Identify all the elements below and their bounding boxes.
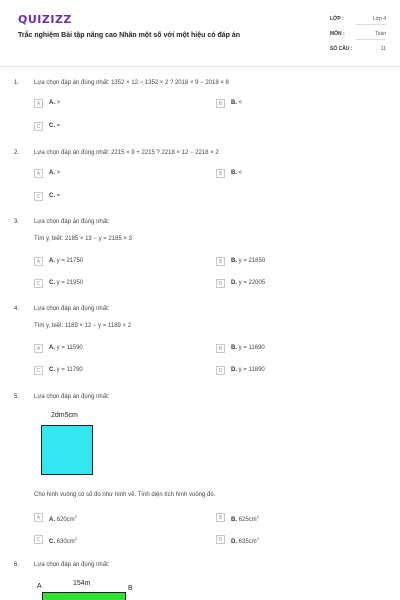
option-label: B. — [231, 170, 237, 176]
rectangle-figure — [42, 592, 126, 600]
question-subtext: Tìm y, biết: 1189 × 12 − y = 1189 × 2 — [34, 323, 132, 329]
meta-key: MÔN : — [330, 31, 345, 37]
question-number: 3. — [14, 219, 20, 225]
option-label: C. — [49, 367, 55, 373]
page-title: Trắc nghiệm Bài tập nâng cao Nhân một số với một hiệu có đáp án — [18, 32, 241, 39]
option-label: C. — [49, 280, 55, 286]
option-letter-box: B — [216, 257, 225, 266]
option-value: 620cm — [56, 517, 75, 523]
option-value: y = 11590 — [56, 345, 83, 351]
question-subtext: Cho hình vuông có số đo như hình vẽ. Tính diện tích hình vuông đó. — [34, 492, 216, 498]
option-label: D. — [231, 539, 237, 545]
point-a-label: A — [37, 583, 42, 590]
option-label: A. — [49, 100, 55, 106]
square-side-label: 2dm5cm — [51, 412, 78, 419]
option-letter-box: C — [34, 366, 43, 375]
option-letter-box: C — [34, 279, 43, 288]
option-letter-box: B — [216, 169, 225, 178]
meta-value: Lớp 4 — [372, 16, 386, 22]
option-letter-box: A — [34, 513, 43, 522]
option-letter-box: A — [34, 99, 43, 108]
option-label: C. — [49, 193, 55, 199]
option-value: y = 21750 — [56, 258, 84, 264]
option-label: A. — [49, 258, 55, 264]
option-value: = — [56, 123, 61, 129]
option-value: y = 21850 — [238, 258, 266, 264]
option-label: A. — [49, 170, 55, 176]
question-text: Lựa chọn đáp án đúng nhất: 2215 × 9 + 2215 ? 2218 × 12 − 2218 × 2 — [34, 150, 219, 156]
option-letter-box: B — [216, 513, 225, 522]
square-figure — [41, 425, 93, 475]
question-number: 6. — [14, 562, 20, 568]
question-text: Lựa chọn đáp án đúng nhất: 1352 × 12 − 1352 × 2 ? 2018 × 9 − 2018 × 8 — [34, 80, 229, 86]
option-value: y = 11890 — [238, 367, 265, 373]
option-value: 625cm — [238, 517, 257, 523]
option-label: B. — [231, 517, 237, 523]
option-letter-box: C — [34, 122, 43, 131]
option-letter-box: D — [216, 535, 225, 544]
option-value: y = 11690 — [238, 345, 265, 351]
option-label: A. — [49, 517, 55, 523]
option-value: y = 22005 — [238, 280, 266, 286]
option-sup: 2 — [74, 536, 77, 541]
option-sup: 2 — [256, 536, 259, 541]
option-value: > — [56, 100, 61, 106]
rect-width-label: 154m — [73, 580, 91, 587]
option-letter-box: A — [34, 257, 43, 266]
meta-divider — [356, 24, 386, 25]
option-sup: 2 — [256, 514, 259, 519]
quizizz-logo: QUIZIZZ — [18, 13, 72, 26]
option-value: < — [238, 100, 243, 106]
point-b-label: B — [128, 585, 133, 592]
option-letter-box: C — [34, 535, 43, 544]
header-divider — [0, 66, 400, 67]
option-label: D. — [231, 367, 237, 373]
meta-divider — [356, 39, 386, 40]
question-text: Lựa chọn đáp án đúng nhất: — [34, 306, 110, 312]
option-value: > — [56, 170, 61, 176]
option-letter-box: D — [216, 366, 225, 375]
option-letter-box: A — [34, 169, 43, 178]
meta-value: Toán — [375, 31, 386, 37]
option-label: B. — [231, 100, 237, 106]
option-letter-box: A — [34, 344, 43, 353]
question-number: 5. — [14, 394, 20, 400]
option-label: A. — [49, 345, 55, 351]
option-value: y = 21950 — [56, 280, 84, 286]
question-text: Lựa chọn đáp án đúng nhất: — [34, 562, 110, 568]
meta-key: SỐ CÂU : — [330, 46, 353, 52]
option-label: B. — [231, 345, 237, 351]
option-value: = — [56, 193, 61, 199]
page-header — [0, 0, 400, 62]
option-value: 635cm — [238, 539, 257, 545]
option-value: < — [238, 170, 243, 176]
option-letter-box: C — [34, 192, 43, 201]
meta-value: 11 — [380, 46, 386, 52]
option-letter-box: B — [216, 344, 225, 353]
meta-key: LỚP : — [330, 16, 344, 22]
option-label: D. — [231, 280, 237, 286]
option-letter-box: D — [216, 279, 225, 288]
option-label: C. — [49, 539, 55, 545]
question-number: 1. — [14, 80, 20, 86]
option-value: y = 11790 — [56, 367, 83, 373]
option-label: C. — [49, 123, 55, 129]
option-sup: 2 — [74, 514, 77, 519]
option-value: 630cm — [56, 539, 75, 545]
question-text: Lựa chọn đáp án đúng nhất: — [34, 394, 110, 400]
option-letter-box: B — [216, 99, 225, 108]
question-number: 2. — [14, 150, 20, 156]
option-label: B. — [231, 258, 237, 264]
question-subtext: Tìm y, biết: 2185 × 13 − y = 2185 × 3 — [34, 236, 132, 242]
question-text: Lựa chọn đáp án đúng nhất: — [34, 219, 110, 225]
question-number: 4. — [14, 306, 20, 312]
